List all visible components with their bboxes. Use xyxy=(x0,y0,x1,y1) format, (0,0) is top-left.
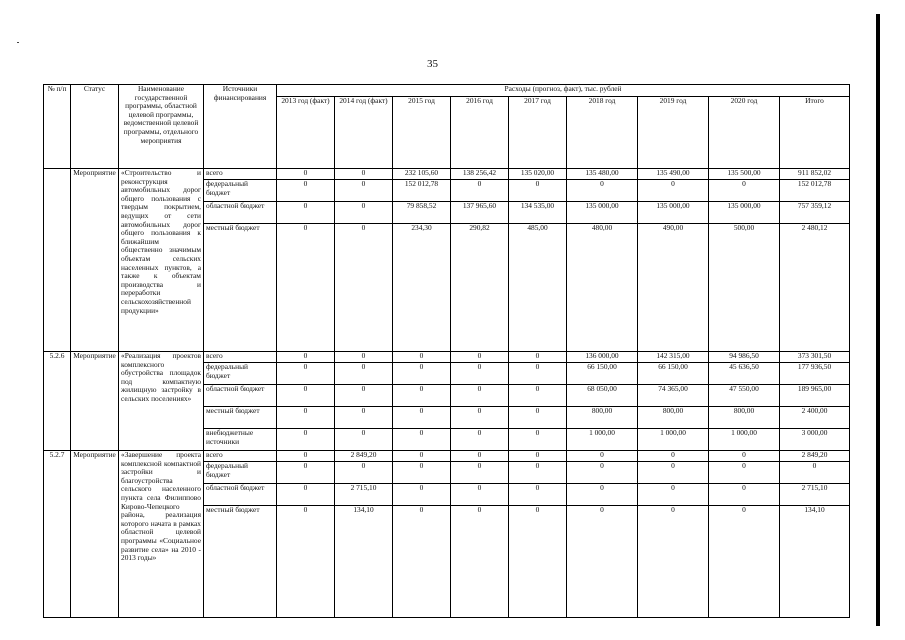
amount-cell: 0 xyxy=(567,451,638,462)
total-cell: 177 936,50 xyxy=(780,363,850,385)
header-year: 2016 год xyxy=(451,97,509,169)
amount-cell: 0 xyxy=(335,407,393,429)
total-cell: 0 xyxy=(780,462,850,484)
amount-cell: 290,82 xyxy=(451,224,509,352)
amount-cell: 47 550,00 xyxy=(709,385,780,407)
amount-cell: 0 xyxy=(277,407,335,429)
amount-cell: 135 000,00 xyxy=(567,202,638,224)
total-cell: 2 849,20 xyxy=(780,451,850,462)
amount-cell: 0 xyxy=(451,451,509,462)
amount-cell: 0 xyxy=(335,352,393,363)
amount-cell: 0 xyxy=(277,429,335,451)
item-name: «Завершение проекта комплексной компактной застройки и благоустройства сельского населенного пункта села Филипповo Кирово-Чепецкого района, реализация которого начата в рамках областной целевой программы «Социальное развитие села» на 2010 - 2013 годы» xyxy=(119,451,204,618)
amount-cell: 135 020,00 xyxy=(509,169,567,180)
item-status: Мероприятие xyxy=(71,451,119,618)
header-year: 2017 год xyxy=(509,97,567,169)
amount-cell: 0 xyxy=(709,506,780,618)
amount-cell: 138 256,42 xyxy=(451,169,509,180)
amount-cell: 0 xyxy=(277,202,335,224)
item-number: 5.2.7 xyxy=(44,451,71,618)
item-name: «Реализация проектов комплексного обустройства площадок под компактную жилищную застройку в сельских поселениях» xyxy=(119,352,204,451)
amount-cell: 0 xyxy=(451,506,509,618)
amount-cell: 0 xyxy=(335,462,393,484)
amount-cell: 136 000,00 xyxy=(567,352,638,363)
amount-cell: 500,00 xyxy=(709,224,780,352)
total-cell: 189 965,00 xyxy=(780,385,850,407)
amount-cell: 137 965,60 xyxy=(451,202,509,224)
amount-cell: 2 715,10 xyxy=(335,484,393,506)
total-cell: 134,10 xyxy=(780,506,850,618)
amount-cell: 0 xyxy=(393,385,451,407)
amount-cell: 0 xyxy=(277,385,335,407)
header-year: 2015 год xyxy=(393,97,451,169)
amount-cell: 0 xyxy=(451,363,509,385)
amount-cell: 0 xyxy=(509,451,567,462)
amount-cell: 1 000,00 xyxy=(638,429,709,451)
funding-source: областной бюджет xyxy=(204,385,277,407)
amount-cell: 0 xyxy=(393,484,451,506)
amount-cell: 0 xyxy=(567,484,638,506)
funding-source: местный бюджет xyxy=(204,407,277,429)
amount-cell: 0 xyxy=(277,363,335,385)
amount-cell: 135 500,00 xyxy=(709,169,780,180)
amount-cell: 0 xyxy=(277,180,335,202)
total-cell: 911 852,02 xyxy=(780,169,850,180)
total-cell: 757 359,12 xyxy=(780,202,850,224)
amount-cell: 0 xyxy=(451,180,509,202)
amount-cell: 134 535,00 xyxy=(509,202,567,224)
scan-speck xyxy=(17,42,19,43)
amount-cell: 0 xyxy=(277,462,335,484)
amount-cell: 800,00 xyxy=(567,407,638,429)
amount-cell: 0 xyxy=(277,169,335,180)
amount-cell: 0 xyxy=(393,352,451,363)
amount-cell: 66 150,00 xyxy=(638,363,709,385)
amount-cell: 0 xyxy=(335,169,393,180)
amount-cell: 135 490,00 xyxy=(638,169,709,180)
amount-cell: 0 xyxy=(393,363,451,385)
header-source: Источники финансирования xyxy=(204,85,277,169)
amount-cell: 0 xyxy=(335,429,393,451)
amount-cell: 0 xyxy=(277,451,335,462)
amount-cell: 0 xyxy=(567,506,638,618)
item-status: Мероприятие xyxy=(71,169,119,352)
total-cell: 152 012,78 xyxy=(780,180,850,202)
amount-cell: 0 xyxy=(393,506,451,618)
header-year: 2020 год xyxy=(709,97,780,169)
funding-source: областной бюджет xyxy=(204,484,277,506)
funding-source: внебюджетные источники xyxy=(204,429,277,451)
amount-cell: 0 xyxy=(509,180,567,202)
amount-cell: 0 xyxy=(393,451,451,462)
amount-cell: 0 xyxy=(509,429,567,451)
amount-cell: 0 xyxy=(638,180,709,202)
amount-cell: 0 xyxy=(393,407,451,429)
funding-source: всего xyxy=(204,169,277,180)
item-number: 5.2.6 xyxy=(44,352,71,451)
amount-cell: 0 xyxy=(451,407,509,429)
amount-cell: 0 xyxy=(277,224,335,352)
amount-cell: 2 849,20 xyxy=(335,451,393,462)
amount-cell: 0 xyxy=(509,352,567,363)
budget-table xyxy=(43,84,850,618)
item-number xyxy=(44,169,71,352)
amount-cell: 485,00 xyxy=(509,224,567,352)
amount-cell: 0 xyxy=(709,451,780,462)
amount-cell: 135 000,00 xyxy=(638,202,709,224)
amount-cell: 0 xyxy=(638,462,709,484)
amount-cell: 0 xyxy=(709,484,780,506)
amount-cell: 0 xyxy=(277,484,335,506)
total-cell: 2 715,10 xyxy=(780,484,850,506)
amount-cell: 135 480,00 xyxy=(567,169,638,180)
header-name: Наименование государственной программы, областной целевой программы, ведомственной целевой программы, отдельного мероприятия xyxy=(119,85,204,169)
amount-cell: 0 xyxy=(451,462,509,484)
amount-cell: 0 xyxy=(509,363,567,385)
amount-cell: 0 xyxy=(335,363,393,385)
header-year: 2018 год xyxy=(567,97,638,169)
table-row xyxy=(44,451,850,462)
funding-source: всего xyxy=(204,451,277,462)
amount-cell: 68 050,00 xyxy=(567,385,638,407)
amount-cell: 1 000,00 xyxy=(709,429,780,451)
amount-cell: 0 xyxy=(277,352,335,363)
amount-cell: 0 xyxy=(393,462,451,484)
amount-cell: 0 xyxy=(509,385,567,407)
amount-cell: 800,00 xyxy=(709,407,780,429)
amount-cell: 0 xyxy=(638,484,709,506)
item-name: «Строительство и реконструкция автомобильных дорог общего пользования с твердым покрытием, ведущих от сети автомобильных дорог общего пользования к ближайшим общественно значимым объектам сельских населенных пунктов, а также к объектам производства и переработки сельскохозяйственной продукции» xyxy=(119,169,204,352)
header-year: 2019 год xyxy=(638,97,709,169)
total-cell: 3 000,00 xyxy=(780,429,850,451)
amount-cell: 234,30 xyxy=(393,224,451,352)
amount-cell: 152 012,78 xyxy=(393,180,451,202)
header-year: 2014 год (факт) xyxy=(335,97,393,169)
amount-cell: 0 xyxy=(638,451,709,462)
funding-source: федеральный бюджет xyxy=(204,363,277,385)
amount-cell: 0 xyxy=(451,429,509,451)
total-cell: 2 480,12 xyxy=(780,224,850,352)
table-row xyxy=(44,352,850,363)
amount-cell: 490,00 xyxy=(638,224,709,352)
amount-cell: 66 150,00 xyxy=(567,363,638,385)
header-num: № п/п xyxy=(44,85,71,169)
amount-cell: 0 xyxy=(567,180,638,202)
amount-cell: 0 xyxy=(509,407,567,429)
amount-cell: 0 xyxy=(509,462,567,484)
amount-cell: 0 xyxy=(451,352,509,363)
amount-cell: 0 xyxy=(451,385,509,407)
amount-cell: 0 xyxy=(335,385,393,407)
amount-cell: 0 xyxy=(451,484,509,506)
amount-cell: 135 000,00 xyxy=(709,202,780,224)
scan-edge-bar xyxy=(876,14,880,626)
amount-cell: 0 xyxy=(567,462,638,484)
funding-source: всего xyxy=(204,352,277,363)
table-header xyxy=(44,85,850,169)
amount-cell: 79 858,52 xyxy=(393,202,451,224)
amount-cell: 134,10 xyxy=(335,506,393,618)
amount-cell: 74 365,00 xyxy=(638,385,709,407)
header-year: 2013 год (факт) xyxy=(277,97,335,169)
amount-cell: 0 xyxy=(277,506,335,618)
header-expenses: Расходы (прогноз, факт), тыс. рублей xyxy=(277,85,850,97)
amount-cell: 45 636,50 xyxy=(709,363,780,385)
funding-source: федеральный бюджет xyxy=(204,180,277,202)
amount-cell: 800,00 xyxy=(638,407,709,429)
table-row xyxy=(44,169,850,180)
funding-source: федеральный бюджет xyxy=(204,462,277,484)
amount-cell: 232 105,60 xyxy=(393,169,451,180)
funding-source: местный бюджет xyxy=(204,506,277,618)
amount-cell: 480,00 xyxy=(567,224,638,352)
amount-cell: 0 xyxy=(709,462,780,484)
amount-cell: 94 986,50 xyxy=(709,352,780,363)
page-number: 35 xyxy=(427,58,438,70)
amount-cell: 0 xyxy=(335,180,393,202)
amount-cell: 0 xyxy=(393,429,451,451)
amount-cell: 0 xyxy=(509,484,567,506)
amount-cell: 0 xyxy=(509,506,567,618)
header-status: Статус xyxy=(71,85,119,169)
funding-source: областной бюджет xyxy=(204,202,277,224)
item-status: Мероприятие xyxy=(71,352,119,451)
amount-cell: 0 xyxy=(709,180,780,202)
table-body xyxy=(44,169,850,618)
amount-cell: 0 xyxy=(335,224,393,352)
header-total: Итого xyxy=(780,97,850,169)
amount-cell: 0 xyxy=(335,202,393,224)
amount-cell: 1 000,00 xyxy=(567,429,638,451)
amount-cell: 142 315,00 xyxy=(638,352,709,363)
funding-source: местный бюджет xyxy=(204,224,277,352)
total-cell: 373 301,50 xyxy=(780,352,850,363)
amount-cell: 0 xyxy=(638,506,709,618)
total-cell: 2 400,00 xyxy=(780,407,850,429)
